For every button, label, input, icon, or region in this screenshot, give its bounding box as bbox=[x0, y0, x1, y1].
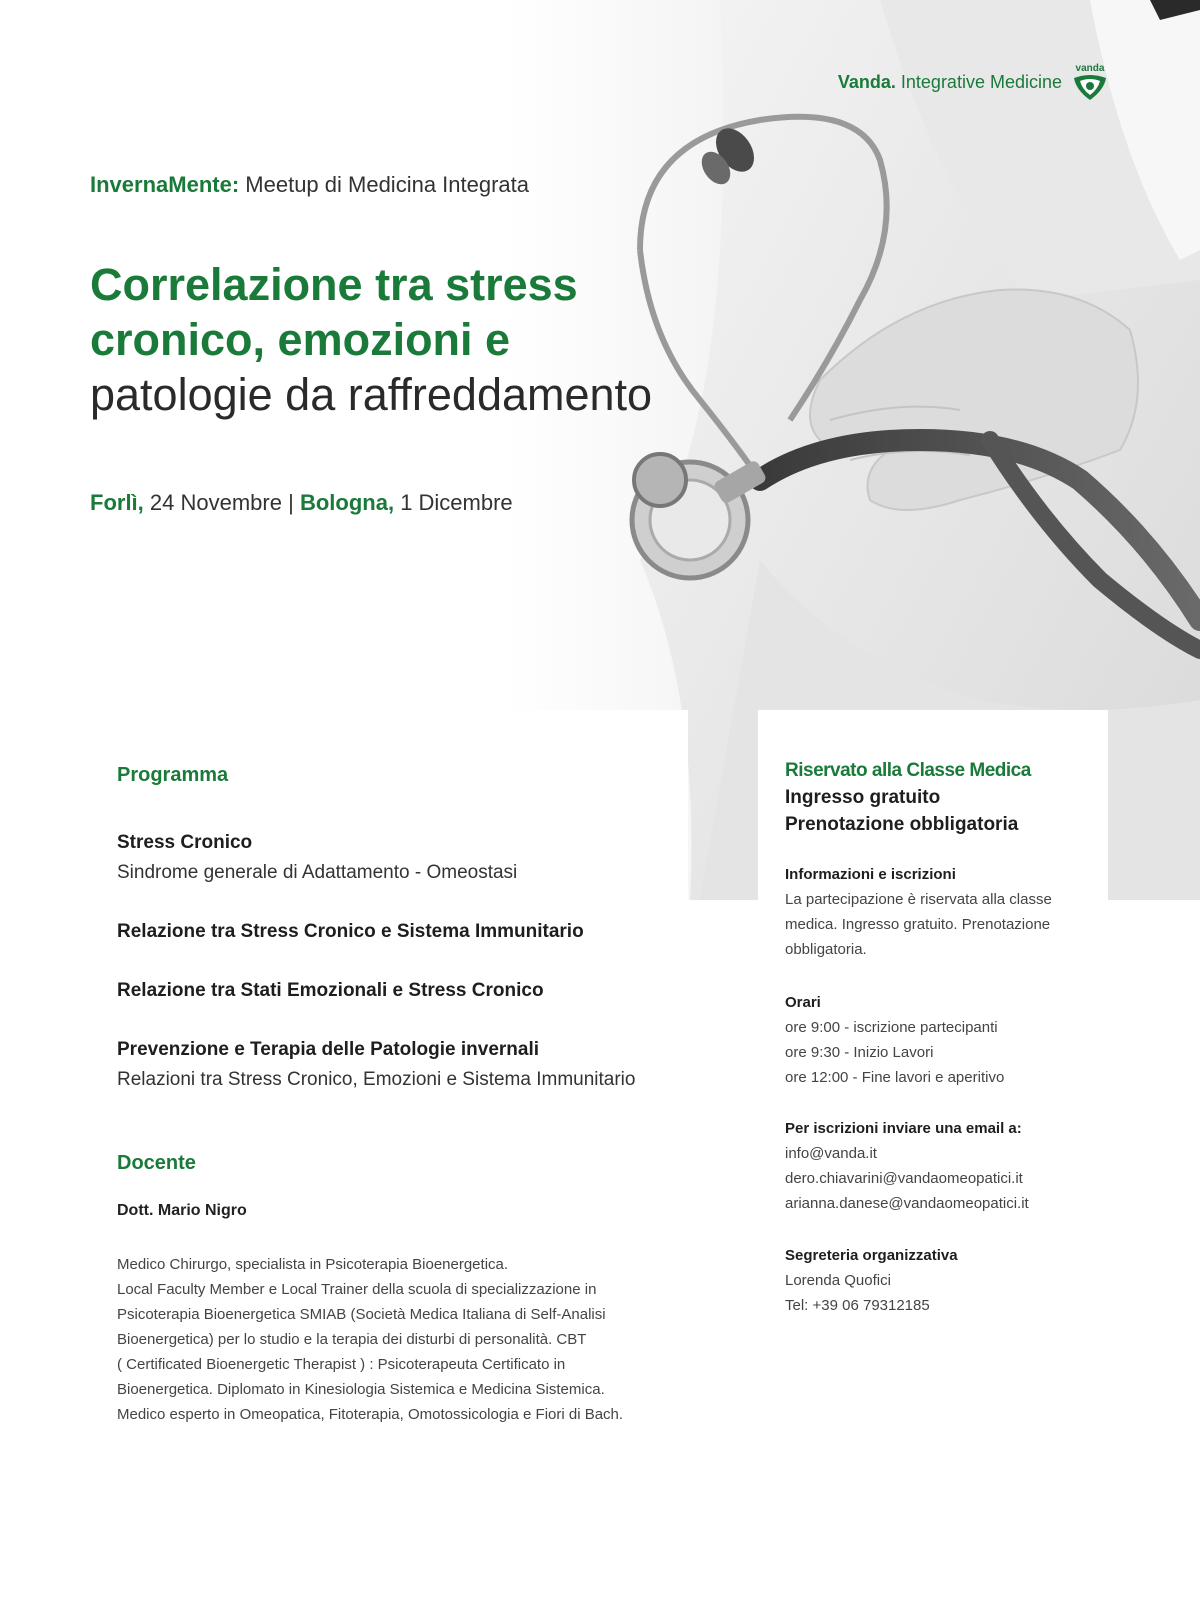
bio-line: ( Certificated Bioenergetic Therapist ) : Psicoterapeuta Certificato in bbox=[117, 1356, 566, 1373]
reserved-heading: Riservato alla Classe Medica bbox=[785, 760, 1031, 781]
docente-heading: Docente bbox=[117, 1152, 196, 1174]
programma-heading: Programma bbox=[117, 764, 229, 786]
program-item bbox=[117, 921, 677, 943]
event-dates bbox=[90, 490, 513, 516]
title-line-3: patologie da raffreddamento bbox=[90, 368, 653, 420]
docente-name: Dott. Mario Nigro bbox=[117, 1202, 247, 1219]
program-item-title: Relazione tra Stati Emozionali e Stress Cronico bbox=[117, 980, 544, 1001]
email-link[interactable]: info@vanda.it bbox=[785, 1145, 877, 1162]
orari-block bbox=[785, 990, 1085, 1090]
email-link[interactable]: dero.chiavarini@vandaomeopatici.it bbox=[785, 1170, 1023, 1187]
brand bbox=[820, 63, 1120, 106]
segreteria-phone: Tel: +39 06 79312185 bbox=[785, 1297, 930, 1314]
orari-line: ore 9:00 - iscrizione partecipanti bbox=[785, 1019, 998, 1036]
vanda-logo-icon bbox=[1068, 62, 1112, 102]
brand-text bbox=[838, 72, 1062, 93]
program-item-title: Stress Cronico bbox=[117, 832, 253, 853]
event-subtitle: Meetup di Medicina Integrata bbox=[245, 172, 530, 197]
program-item-title: Prevenzione e Terapia delle Patologie invernali bbox=[117, 1039, 540, 1060]
bio-line: Bioenergetica. Diplomato in Kinesiologia Sistemica e Medicina Sistemica. bbox=[117, 1381, 605, 1398]
city-forli: Forlì, bbox=[90, 490, 144, 515]
segreteria-block bbox=[785, 1243, 1085, 1318]
page-title bbox=[90, 258, 770, 423]
program-item-subtitle: Relazioni tra Stress Cronico, Emozioni e Sistema Immunitario bbox=[117, 1069, 636, 1090]
info-line: obbligatoria. bbox=[785, 941, 867, 958]
info-line: medica. Ingresso gratuito. Prenotazione bbox=[785, 916, 1051, 933]
brand-tagline: Integrative Medicine bbox=[900, 72, 1062, 92]
free-entry: Ingresso gratuito bbox=[785, 787, 941, 808]
segreteria-heading: Segreteria organizzativa bbox=[785, 1247, 958, 1264]
event-series: InvernaMente: bbox=[90, 172, 240, 197]
email-block bbox=[785, 1116, 1085, 1216]
title-line-2: cronico, emozioni e bbox=[90, 313, 511, 365]
logo-text: vanda bbox=[1075, 63, 1105, 74]
email-heading: Per iscrizioni inviare una email a: bbox=[785, 1120, 1022, 1137]
city-bologna: Bologna, bbox=[299, 490, 395, 515]
bio-line: Medico Chirurgo, specialista in Psicoterapia Bioenergetica. bbox=[117, 1256, 509, 1273]
info-line: La partecipazione è riservata alla classe bbox=[785, 891, 1052, 908]
program-item-subtitle: Sindrome generale di Adattamento - Omeostasi bbox=[117, 862, 518, 883]
date-bologna: 1 Dicembre bbox=[400, 490, 513, 515]
orari-line: ore 9:30 - Inizio Lavori bbox=[785, 1044, 934, 1061]
bio-line: Medico esperto in Omeopatica, Fitoterapia, Omotossicologia e Fiori di Bach. bbox=[117, 1406, 624, 1423]
orari-heading: Orari bbox=[785, 994, 821, 1011]
brand-name: Vanda. bbox=[837, 72, 896, 92]
iscrizioni-block bbox=[785, 862, 1085, 962]
iscrizioni-heading: Informazioni e iscrizioni bbox=[785, 866, 956, 883]
date-separator: | bbox=[288, 490, 294, 515]
bio-line: Local Faculty Member e Local Trainer della scuola di specializzazione in bbox=[117, 1281, 597, 1298]
program-item bbox=[117, 1039, 677, 1091]
title-line-1: Correlazione tra stress bbox=[90, 259, 578, 310]
bio-line: Bioenergetica) per lo studio e la terapia dei disturbi di personalità. CBT bbox=[117, 1331, 587, 1348]
docente-bio bbox=[117, 1252, 677, 1427]
bio-line: Psicoterapia Bioenergetica SMIAB (Società Medica Italiana di Self-Analisi bbox=[117, 1306, 606, 1323]
email-link[interactable]: arianna.danese@vandaomeopatici.it bbox=[785, 1195, 1029, 1212]
program-item bbox=[117, 980, 677, 1002]
program-item-title: Relazione tra Stress Cronico e Sistema Immunitario bbox=[117, 921, 584, 942]
program-item bbox=[117, 832, 677, 884]
event-line bbox=[90, 172, 529, 198]
segreteria-contact: Lorenda Quofici bbox=[785, 1272, 891, 1289]
orari-line: ore 12:00 - Fine lavori e aperitivo bbox=[785, 1069, 1005, 1086]
booking-required: Prenotazione obbligatoria bbox=[785, 814, 1019, 835]
date-forli: 24 Novembre bbox=[149, 490, 282, 515]
